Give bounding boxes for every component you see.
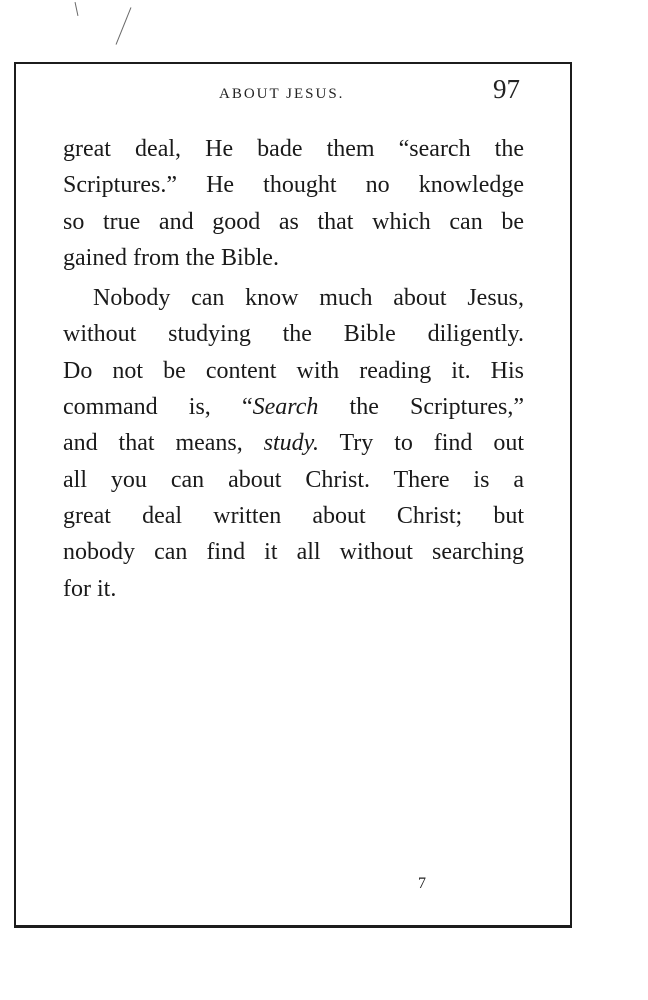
printer-signature: 7: [418, 875, 426, 892]
text-line: Do not be content with reading it. His: [63, 357, 524, 384]
text-line: so true and good as that which can be: [63, 208, 524, 235]
text-run: command is, “: [63, 394, 253, 421]
page-body: [63, 131, 524, 607]
text-run: the Scriptures,”: [318, 394, 524, 421]
text-line: nobody can find it all without searching: [63, 539, 524, 566]
emphasis-search: Search: [252, 394, 319, 421]
text-line: for it.: [63, 575, 117, 602]
emphasis-study: study.: [263, 430, 320, 457]
text-run: Try to find out: [319, 430, 525, 457]
text-line: [63, 425, 524, 461]
text-line: without studying the Bible diligently.: [63, 321, 524, 348]
scan-artifact: [75, 2, 79, 16]
text-line: Nobody can know much about Jesus,: [93, 285, 524, 312]
text-line: [63, 389, 524, 425]
paragraph: [63, 280, 524, 607]
text-line: Scriptures.” He thought no knowledge: [63, 172, 524, 199]
text-line: all you can about Christ. There is a: [63, 466, 524, 493]
text-line: gained from the Bible.: [63, 244, 279, 271]
text-run: and that means,: [63, 430, 264, 457]
scan-artifact: [116, 7, 132, 44]
page-number: 97: [493, 74, 520, 104]
text-line: great deal, He bade them “search the: [63, 136, 524, 162]
paragraph: [63, 131, 524, 276]
text-line: great deal written about Christ; but: [63, 502, 524, 529]
running-header: ABOUT JESUS.: [219, 86, 345, 102]
